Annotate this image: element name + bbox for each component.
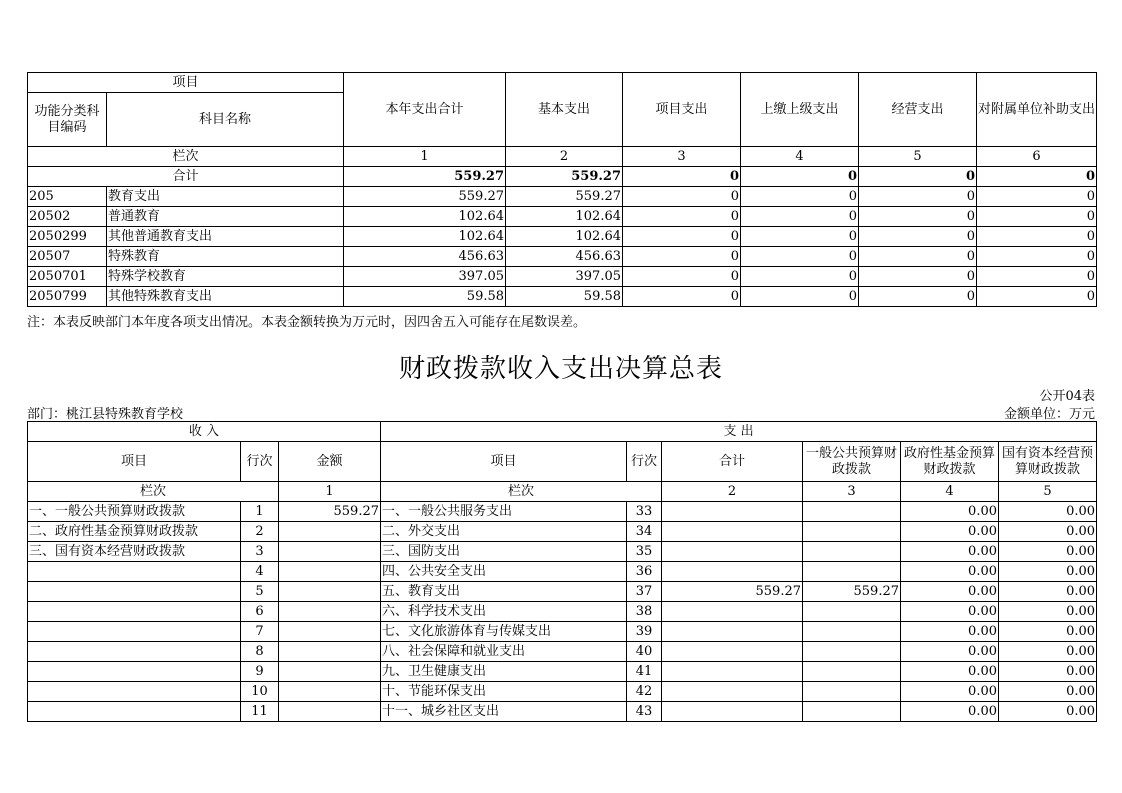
- lanci-label: 栏次: [28, 147, 344, 167]
- row-value: 397.05: [344, 267, 506, 287]
- header-subsidy: 对附属单位补助支出: [977, 73, 1097, 147]
- expense-item: 九、卫生健康支出: [381, 662, 627, 682]
- table-row: [28, 227, 1097, 247]
- income-amount: [279, 582, 381, 602]
- table-code: 公开04表: [1039, 389, 1095, 404]
- expense-total: [662, 682, 803, 702]
- row-value: 0: [623, 287, 741, 307]
- row-value: 0: [741, 187, 859, 207]
- table-row: [28, 502, 1097, 522]
- expense-row-no: 35: [627, 542, 662, 562]
- income-item: 一、一般公共预算财政拨款: [28, 502, 241, 522]
- row-value: 559.27: [506, 187, 623, 207]
- header-exp-item: 项目: [381, 442, 627, 482]
- expense-state: 0.00: [999, 662, 1097, 682]
- income-amount: [279, 642, 381, 662]
- expense-state: 0.00: [999, 622, 1097, 642]
- row-value: 456.63: [344, 247, 506, 267]
- income-item: [28, 582, 241, 602]
- row-value: 0: [741, 247, 859, 267]
- expense-general: [803, 642, 901, 662]
- expense-row-no: 36: [627, 562, 662, 582]
- expense-row-no: 43: [627, 702, 662, 722]
- expense-total: [662, 502, 803, 522]
- header-upper: 上缴上级支出: [741, 73, 859, 147]
- lanci-num: 1: [279, 482, 381, 502]
- header-amount: 金额: [279, 442, 381, 482]
- lanci-num: 5: [859, 147, 977, 167]
- header-general: 一般公共预算财政拨款: [803, 442, 901, 482]
- income-item: [28, 622, 241, 642]
- row-value: 0: [859, 187, 977, 207]
- expense-item: 七、文化旅游体育与传媒支出: [381, 622, 627, 642]
- expense-row-no: 33: [627, 502, 662, 522]
- expense-total: [662, 662, 803, 682]
- expense-general: [803, 702, 901, 722]
- table-row: [28, 602, 1097, 622]
- row-value: 0: [741, 287, 859, 307]
- expense-fund: 0.00: [901, 622, 999, 642]
- expense-total: [662, 622, 803, 642]
- table-row: [28, 542, 1097, 562]
- department-label: 部门：桃江县特殊教育学校: [27, 407, 184, 422]
- lanci-num: 5: [999, 482, 1097, 502]
- heji-value: 559.27: [506, 167, 623, 187]
- row-value: 102.64: [506, 207, 623, 227]
- fiscal-summary-table: [27, 421, 1097, 722]
- expense-row-no: 41: [627, 662, 662, 682]
- table-row: [28, 702, 1097, 722]
- header-row-no: 行次: [241, 442, 279, 482]
- expense-state: 0.00: [999, 702, 1097, 722]
- row-value: 102.64: [344, 227, 506, 247]
- row-value: 0: [741, 227, 859, 247]
- income-row-no: 11: [241, 702, 279, 722]
- expense-fund: 0.00: [901, 562, 999, 582]
- expense-row-no: 40: [627, 642, 662, 662]
- income-item: [28, 682, 241, 702]
- lanci-num: 2: [662, 482, 803, 502]
- expense-row-no: 34: [627, 522, 662, 542]
- table-row: [28, 562, 1097, 582]
- expense-item: 五、教育支出: [381, 582, 627, 602]
- expense-general: 559.27: [803, 582, 901, 602]
- row-value: 0: [623, 207, 741, 227]
- row-value: 0: [859, 207, 977, 227]
- row-code: 2050701: [28, 267, 107, 287]
- header-income: 收 入: [28, 422, 381, 442]
- lanci-num: 6: [977, 147, 1097, 167]
- table-row: [28, 247, 1097, 267]
- header-state: 国有资本经营预算财政拨款: [999, 442, 1097, 482]
- row-value: 0: [623, 267, 741, 287]
- row-value: 559.27: [344, 187, 506, 207]
- row-value: 0: [977, 267, 1097, 287]
- table-row: [28, 662, 1097, 682]
- expense-total: [662, 562, 803, 582]
- expense-fund: 0.00: [901, 582, 999, 602]
- expense-state: 0.00: [999, 642, 1097, 662]
- income-amount: [279, 522, 381, 542]
- expense-item: 八、社会保障和就业支出: [381, 642, 627, 662]
- income-amount: [279, 682, 381, 702]
- heji-value: 0: [977, 167, 1097, 187]
- expense-total: 559.27: [662, 582, 803, 602]
- row-value: 0: [741, 267, 859, 287]
- income-row-no: 1: [241, 502, 279, 522]
- expense-state: 0.00: [999, 582, 1097, 602]
- row-name: 其他特殊教育支出: [107, 287, 344, 307]
- expense-item: 十、节能环保支出: [381, 682, 627, 702]
- table-note: 注：本表反映部门本年度各项支出情况。本表金额转换为万元时，因四舍五入可能存在尾数误差。: [27, 315, 587, 330]
- expense-item: 二、外交支出: [381, 522, 627, 542]
- expense-state: 0.00: [999, 562, 1097, 582]
- expense-fund: 0.00: [901, 702, 999, 722]
- table-row: [28, 582, 1097, 602]
- expense-fund: 0.00: [901, 682, 999, 702]
- row-value: 59.58: [344, 287, 506, 307]
- expense-general: [803, 682, 901, 702]
- lanci-num: 4: [741, 147, 859, 167]
- expense-total: [662, 602, 803, 622]
- income-row-no: 3: [241, 542, 279, 562]
- row-name: 特殊教育: [107, 247, 344, 267]
- header-code: 功能分类科目编码: [28, 93, 107, 147]
- table-row: [28, 267, 1097, 287]
- lanci-num: 4: [901, 482, 999, 502]
- row-value: 0: [977, 287, 1097, 307]
- income-item: [28, 662, 241, 682]
- header-project: 项目支出: [623, 73, 741, 147]
- row-value: 0: [977, 247, 1097, 267]
- row-name: 普通教育: [107, 207, 344, 227]
- heji-value: 0: [741, 167, 859, 187]
- row-value: 102.64: [344, 207, 506, 227]
- header-exp-row-no: 行次: [627, 442, 662, 482]
- income-amount: [279, 622, 381, 642]
- lanci-label-left: 栏次: [28, 482, 279, 502]
- expenditure-table: [27, 72, 1097, 307]
- income-amount: [279, 562, 381, 582]
- row-code: 205: [28, 187, 107, 207]
- row-value: 0: [977, 187, 1097, 207]
- table-row: [28, 187, 1097, 207]
- expense-total: [662, 542, 803, 562]
- lanci-num: 3: [803, 482, 901, 502]
- row-value: 0: [859, 287, 977, 307]
- header-item: 项目: [28, 442, 241, 482]
- expense-state: 0.00: [999, 602, 1097, 622]
- income-item: [28, 642, 241, 662]
- expense-state: 0.00: [999, 522, 1097, 542]
- expense-fund: 0.00: [901, 542, 999, 562]
- table-row: [28, 207, 1097, 227]
- row-value: 0: [623, 187, 741, 207]
- expense-general: [803, 522, 901, 542]
- expense-state: 0.00: [999, 542, 1097, 562]
- lanci-num: 2: [506, 147, 623, 167]
- expense-general: [803, 502, 901, 522]
- expense-general: [803, 622, 901, 642]
- income-item: [28, 562, 241, 582]
- expense-fund: 0.00: [901, 522, 999, 542]
- income-item: [28, 702, 241, 722]
- expense-general: [803, 542, 901, 562]
- heji-label: 合计: [28, 167, 344, 187]
- income-row-no: 6: [241, 602, 279, 622]
- income-row-no: 2: [241, 522, 279, 542]
- income-row-no: 5: [241, 582, 279, 602]
- lanci-num: 3: [623, 147, 741, 167]
- header-expense: 支 出: [381, 422, 1097, 442]
- row-value: 59.58: [506, 287, 623, 307]
- expense-fund: 0.00: [901, 662, 999, 682]
- expense-row-no: 37: [627, 582, 662, 602]
- income-amount: [279, 602, 381, 622]
- expense-general: [803, 562, 901, 582]
- row-code: 20502: [28, 207, 107, 227]
- header-fund: 政府性基金预算财政拨款: [901, 442, 999, 482]
- table-row: [28, 522, 1097, 542]
- row-value: 0: [977, 227, 1097, 247]
- lanci-label-right: 栏次: [381, 482, 662, 502]
- income-amount: [279, 702, 381, 722]
- income-item: 二、政府性基金预算财政拨款: [28, 522, 241, 542]
- table-row: [28, 287, 1097, 307]
- expense-fund: 0.00: [901, 602, 999, 622]
- income-amount: [279, 542, 381, 562]
- heji-value: 559.27: [344, 167, 506, 187]
- header-total: 合计: [662, 442, 803, 482]
- income-row-no: 9: [241, 662, 279, 682]
- income-amount: [279, 662, 381, 682]
- expense-state: 0.00: [999, 682, 1097, 702]
- header-basic: 基本支出: [506, 73, 623, 147]
- expense-fund: 0.00: [901, 642, 999, 662]
- lanci-num: 1: [344, 147, 506, 167]
- row-code: 20507: [28, 247, 107, 267]
- income-item: 三、国有资本经营财政拨款: [28, 542, 241, 562]
- income-row-no: 4: [241, 562, 279, 582]
- expense-item: 四、公共安全支出: [381, 562, 627, 582]
- expense-row-no: 38: [627, 602, 662, 622]
- table-row: [28, 642, 1097, 662]
- expense-item: 一、一般公共服务支出: [381, 502, 627, 522]
- expense-fund: 0.00: [901, 502, 999, 522]
- expense-item: 六、科学技术支出: [381, 602, 627, 622]
- table-row: [28, 622, 1097, 642]
- expense-total: [662, 642, 803, 662]
- header-xiangmu: 项目: [28, 73, 344, 93]
- heji-value: 0: [859, 167, 977, 187]
- unit-label: 金额单位：万元: [1003, 407, 1095, 422]
- table-row: [28, 682, 1097, 702]
- expense-general: [803, 602, 901, 622]
- page-title: 财政拨款收入支出决算总表: [398, 354, 723, 384]
- row-value: 456.63: [506, 247, 623, 267]
- row-value: 0: [859, 267, 977, 287]
- expense-item: 三、国防支出: [381, 542, 627, 562]
- header-total: 本年支出合计: [344, 73, 506, 147]
- income-amount: 559.27: [279, 502, 381, 522]
- row-value: 0: [859, 247, 977, 267]
- expense-total: [662, 702, 803, 722]
- row-value: 0: [859, 227, 977, 247]
- row-code: 2050799: [28, 287, 107, 307]
- row-name: 特殊学校教育: [107, 267, 344, 287]
- expense-row-no: 39: [627, 622, 662, 642]
- row-value: 0: [623, 227, 741, 247]
- row-code: 2050299: [28, 227, 107, 247]
- income-row-no: 7: [241, 622, 279, 642]
- row-value: 0: [623, 247, 741, 267]
- row-value: 397.05: [506, 267, 623, 287]
- row-value: 102.64: [506, 227, 623, 247]
- row-name: 教育支出: [107, 187, 344, 207]
- row-value: 0: [977, 207, 1097, 227]
- header-name: 科目名称: [107, 93, 344, 147]
- row-value: 0: [741, 207, 859, 227]
- expense-row-no: 42: [627, 682, 662, 702]
- row-name: 其他普通教育支出: [107, 227, 344, 247]
- income-row-no: 10: [241, 682, 279, 702]
- expense-item: 十一、城乡社区支出: [381, 702, 627, 722]
- header-business: 经营支出: [859, 73, 977, 147]
- income-item: [28, 602, 241, 622]
- expense-total: [662, 522, 803, 542]
- heji-value: 0: [623, 167, 741, 187]
- income-row-no: 8: [241, 642, 279, 662]
- expense-general: [803, 662, 901, 682]
- expense-state: 0.00: [999, 502, 1097, 522]
